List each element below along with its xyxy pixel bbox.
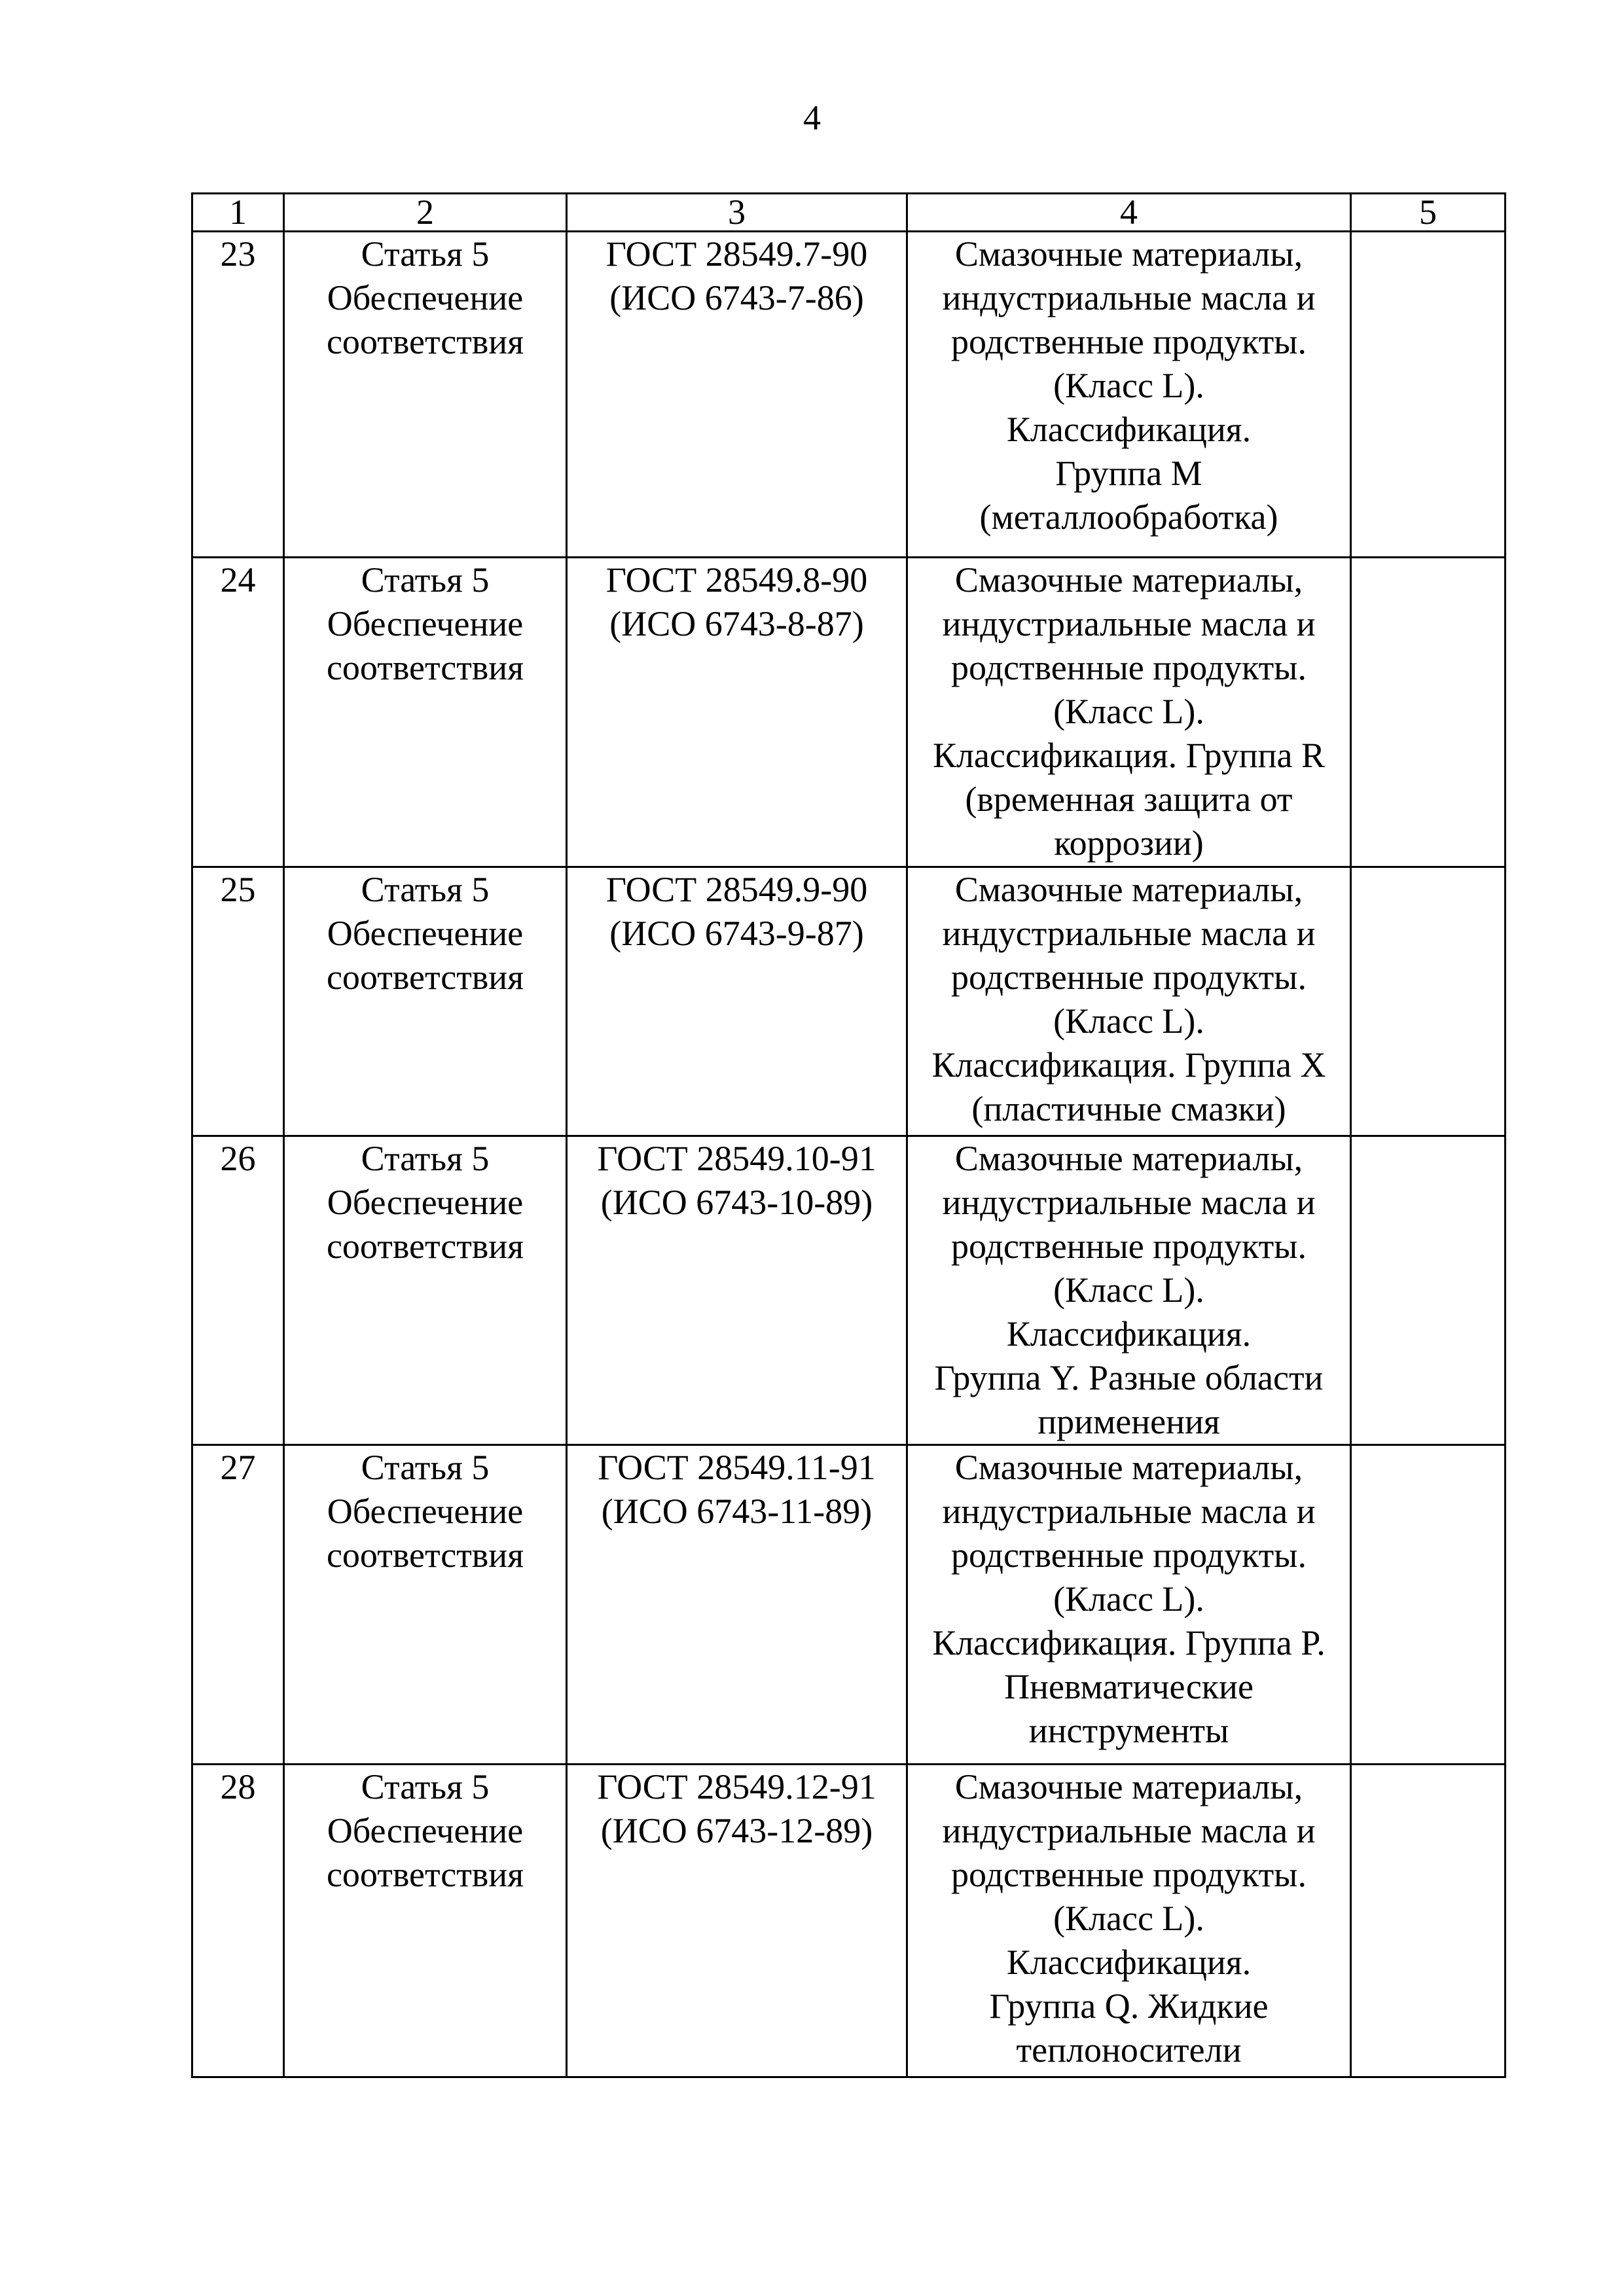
table-row bbox=[192, 232, 1506, 558]
row-number-cell: 23 bbox=[192, 232, 284, 558]
column-header: 3 bbox=[567, 194, 907, 232]
column-header: 5 bbox=[1351, 194, 1506, 232]
article-cell: Статья 5 Обеспечение соответствия bbox=[284, 1445, 567, 1765]
row-number-cell: 27 bbox=[192, 1445, 284, 1765]
note-cell bbox=[1351, 867, 1506, 1136]
title-cell: Смазочные материалы, индустриальные масла и родственные продукты. (Класс L). Классификация. Группа Y. Разные области применения bbox=[907, 1136, 1351, 1445]
table-header-row bbox=[192, 194, 1506, 232]
column-header: 1 bbox=[192, 194, 284, 232]
row-number-cell: 24 bbox=[192, 558, 284, 867]
article-cell: Статья 5 Обеспечение соответствия bbox=[284, 232, 567, 558]
row-number-cell: 28 bbox=[192, 1765, 284, 2077]
standard-cell: ГОСТ 28549.12-91 (ИСО 6743-12-89) bbox=[567, 1765, 907, 2077]
article-cell: Статья 5 Обеспечение соответствия bbox=[284, 867, 567, 1136]
standard-cell: ГОСТ 28549.10-91 (ИСО 6743-10-89) bbox=[567, 1136, 907, 1445]
title-cell: Смазочные материалы, индустриальные масла и родственные продукты. (Класс L). Классификация. Группа R (временная защита от коррозии) bbox=[907, 558, 1351, 867]
standard-cell: ГОСТ 28549.9-90 (ИСО 6743-9-87) bbox=[567, 867, 907, 1136]
article-cell: Статья 5 Обеспечение соответствия bbox=[284, 1136, 567, 1445]
standards-table bbox=[191, 192, 1506, 2078]
article-cell: Статья 5 Обеспечение соответствия bbox=[284, 1765, 567, 2077]
table-row bbox=[192, 558, 1506, 867]
note-cell bbox=[1351, 1445, 1506, 1765]
note-cell bbox=[1351, 1136, 1506, 1445]
standard-cell: ГОСТ 28549.7-90 (ИСО 6743-7-86) bbox=[567, 232, 907, 558]
row-number-cell: 25 bbox=[192, 867, 284, 1136]
table-row bbox=[192, 867, 1506, 1136]
article-cell: Статья 5 Обеспечение соответствия bbox=[284, 558, 567, 867]
column-header: 4 bbox=[907, 194, 1351, 232]
title-cell: Смазочные материалы, индустриальные масла и родственные продукты. (Класс L). Классификация. Группа М (металлообработка) bbox=[907, 232, 1351, 558]
table-row bbox=[192, 1136, 1506, 1445]
row-number-cell: 26 bbox=[192, 1136, 284, 1445]
standard-cell: ГОСТ 28549.11-91 (ИСО 6743-11-89) bbox=[567, 1445, 907, 1765]
table-row bbox=[192, 1765, 1506, 2077]
title-cell: Смазочные материалы, индустриальные масла и родственные продукты. (Класс L). Классификация. Группа Q. Жидкие теплоносители bbox=[907, 1765, 1351, 2077]
title-cell: Смазочные материалы, индустриальные масла и родственные продукты. (Класс L). Классификация. Группа P. Пневматические инструменты bbox=[907, 1445, 1351, 1765]
note-cell bbox=[1351, 232, 1506, 558]
note-cell bbox=[1351, 1765, 1506, 2077]
table-row bbox=[192, 1445, 1506, 1765]
standard-cell: ГОСТ 28549.8-90 (ИСО 6743-8-87) bbox=[567, 558, 907, 867]
note-cell bbox=[1351, 558, 1506, 867]
column-header: 2 bbox=[284, 194, 567, 232]
title-cell: Смазочные материалы, индустриальные масла и родственные продукты. (Класс L). Классификация. Группа X (пластичные смазки) bbox=[907, 867, 1351, 1136]
page-number: 4 bbox=[803, 98, 821, 137]
